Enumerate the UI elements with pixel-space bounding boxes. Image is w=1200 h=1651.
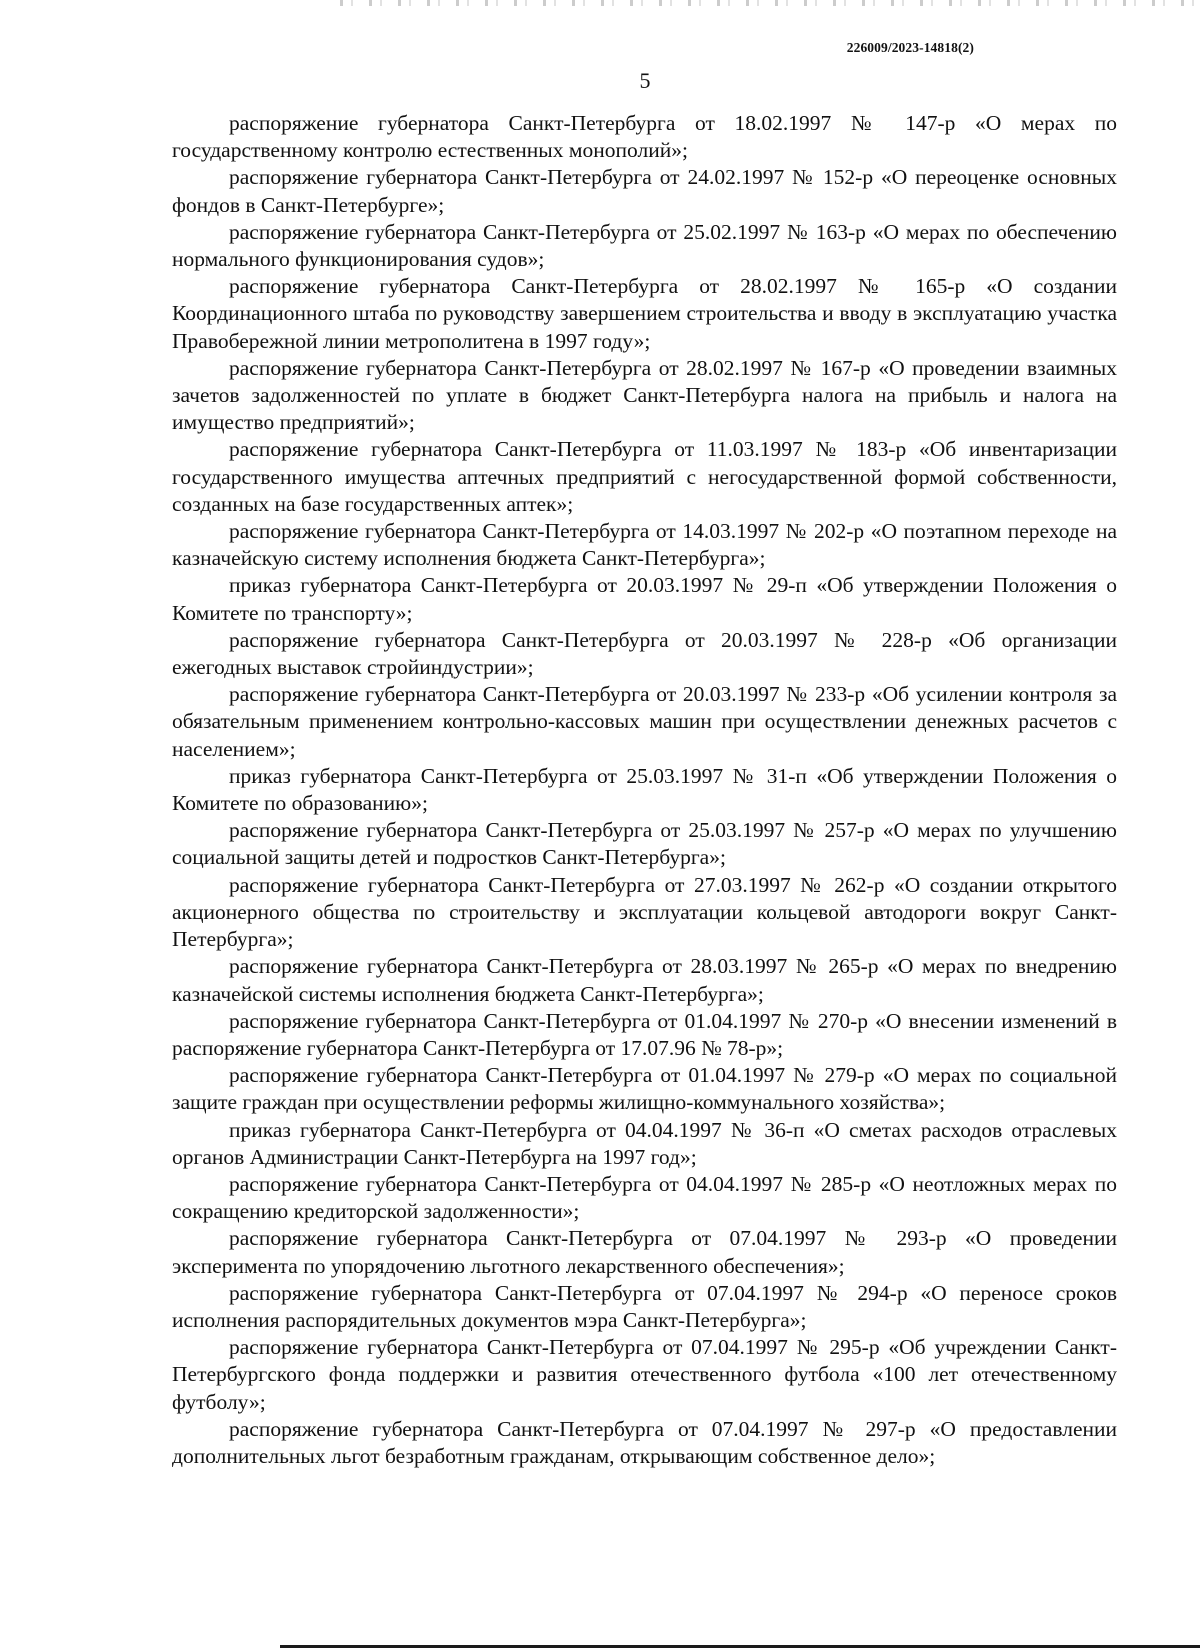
list-item: распоряжение губернатора Санкт-Петербурга от 20.03.1997 № 233-р «Об усилении контроля за обязательным применением контрольно-кассовых машин при осуществлении денежных расчетов с населением»;: [172, 682, 1117, 761]
list-item: распоряжение губернатора Санкт-Петербурга от 11.03.1997 № 183-р «Об инвентаризации государственного имущества аптечных предприятий с негосударственной формой собственности, созданных на базе государственных аптек»;: [172, 437, 1117, 516]
list-item: распоряжение губернатора Санкт-Петербурга от 25.02.1997 № 163-р «О мерах по обеспечению нормального функционирования судов»;: [172, 219, 1117, 272]
list-item: распоряжение губернатора Санкт-Петербурга от 24.02.1997 № 152-р «О переоценке основных фондов в Санкт-Петербурге»;: [172, 165, 1117, 217]
scan-artifact-top: [340, 0, 1200, 6]
list-item: приказ губернатора Санкт-Петербурга от 04.04.1997 № 36-п «О сметах расходов отраслевых органов Администрации Санкт-Петербурга на 1997 год»;: [172, 1117, 1117, 1169]
list-item: распоряжение губернатора Санкт-Петербурга от 28.02.1997 № 167-р «О проведении взаимных зачетов задолженностей по уплате в бюджет Санкт-Петербурга налога на прибыль и налога на имущество предприятий»;: [172, 355, 1117, 435]
list-item: приказ губернатора Санкт-Петербурга от 25.03.1997 № 31-п «Об утверждении Положения о Комитете по образованию»;: [172, 763, 1117, 816]
list-item: распоряжение губернатора Санкт-Петербурга от 20.03.1997 № 228-р «Об организации ежегодных выставок стройиндустрии»;: [172, 627, 1117, 680]
document-body: [172, 110, 1117, 1470]
list-item: распоряжение губернатора Санкт-Петербурга от 07.04.1997 № 293-р «О проведении эксперимента по упорядочению льготного лекарственного обеспечения»;: [172, 1226, 1117, 1278]
list-item: распоряжение губернатора Санкт-Петербурга от 28.02.1997 № 165-р «О создании Координационного штаба по руководству завершением строительства и вводу в эксплуатацию участка Правобережной линии метрополитена в 1997 году»;: [172, 274, 1117, 353]
list-item: приказ губернатора Санкт-Петербурга от 20.03.1997 № 29-п «Об утверждении Положения о Комитете по транспорту»;: [172, 573, 1117, 625]
list-item: распоряжение губернатора Санкт-Петербурга от 28.03.1997 № 265-р «О мерах по внедрению казначейской системы исполнения бюджета Санкт-Петербурга»;: [172, 954, 1117, 1006]
list-item: распоряжение губернатора Санкт-Петербурга от 07.04.1997 № 295-р «Об учреждении Санкт-Петербургского фонда поддержки и развития отечественного футбола «100 лет отечественному футболу»;: [172, 1335, 1117, 1414]
scan-artifact-bottom: [280, 1645, 1200, 1648]
list-item: распоряжение губернатора Санкт-Петербурга от 18.02.1997 № 147-р «О мерах по государственному контролю естественных монополий»;: [172, 111, 1117, 163]
list-item: распоряжение губернатора Санкт-Петербурга от 07.04.1997 № 297-р «О предоставлении дополнительных льгот безработным гражданам, открывающим собственное дело»;: [172, 1416, 1117, 1468]
list-item: распоряжение губернатора Санкт-Петербурга от 25.03.1997 № 257-р «О мерах по улучшению социальной защиты детей и подростков Санкт-Петербурга»;: [172, 818, 1117, 870]
list-item: распоряжение губернатора Санкт-Петербурга от 27.03.1997 № 262-р «О создании открытого акционерного общества по строительству и эксплуатации кольцевой автодороги вокруг Санкт-Петербурга»;: [172, 872, 1117, 952]
list-item: распоряжение губернатора Санкт-Петербурга от 01.04.1997 № 270-р «О внесении изменений в распоряжение губернатора Санкт-Петербурга от 17.07.96 № 78-р»;: [172, 1008, 1117, 1060]
page-number: 5: [639, 68, 651, 93]
list-item: распоряжение губернатора Санкт-Петербурга от 14.03.1997 № 202-р «О поэтапном переходе на казначейскую систему исполнения бюджета Санкт-Петербурга»;: [172, 519, 1117, 571]
list-item: распоряжение губернатора Санкт-Петербурга от 01.04.1997 № 279-р «О мерах по социальной защите граждан при осуществлении реформы жилищно-коммунального хозяйства»;: [172, 1063, 1117, 1115]
list-item: распоряжение губернатора Санкт-Петербурга от 04.04.1997 № 285-р «О неотложных мерах по сокращению кредиторской задолженности»;: [172, 1171, 1117, 1224]
list-item: распоряжение губернатора Санкт-Петербурга от 07.04.1997 № 294-р «О переносе сроков исполнения распорядительных документов мэра Санкт-Петербурга»;: [172, 1280, 1117, 1332]
registration-number: 226009/2023-14818(2): [846, 40, 974, 55]
